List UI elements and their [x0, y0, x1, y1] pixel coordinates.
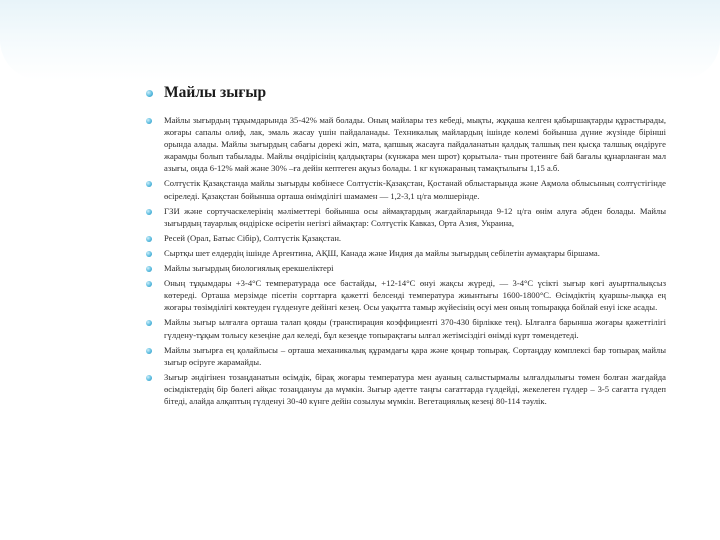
list-item [146, 344, 666, 368]
bullet-icon [146, 320, 152, 326]
bullet-icon [146, 90, 153, 97]
paragraph-yield-zones: ГЗИ және сортучаскелерінің мәліметтері бойынша осы аймақтардың жағдайларында 9-12 ц/га өнім алуға әбден болады. Майлы зығырдың тауарлық өндіріске өсіретін негізгі аймақтар: Солтүстік Кавказ, Орта Азия, Украина, [164, 205, 666, 228]
bullet-icon [146, 118, 152, 124]
paragraph-moisture: Майлы зығыр ылғалға орташа талап қояды (транспирация коэффициенті 370-430 бірлікке тең). Ылғалға барынша жоғары қажеттілігі гүлдену-тұқым толысу кезеңіне дәл келеді, бұл кезеңде топырақтағы ылғал жетімсіздігі өнімді күрт төмендетеді. [164, 317, 666, 340]
paragraph-foreign-countries: Сыртқы шет елдердің ішінде Аргентина, АҚШ, Канада және Индия да майлы зығырдың себілетін аумақтары біршама. [164, 247, 600, 258]
bullet-icon [146, 375, 152, 381]
paragraph-russia: Ресей (Орал, Батыс Сібір), Солтүстік Қазақстан. [164, 232, 342, 243]
bullet-icon [146, 209, 152, 215]
list-item [146, 277, 666, 313]
list-item [146, 247, 666, 259]
list-item [146, 316, 666, 340]
bullet-icon [146, 266, 152, 272]
list-item [146, 371, 666, 407]
list-item [146, 262, 666, 274]
bullet-icon [146, 251, 152, 257]
list-item [146, 177, 666, 201]
paragraph-oil-content: Майлы зығырдың тұқымдарында 35-42% май болады. Оның майлары тез кебеді, мықты, жұқаша келген қабыршақтарды құрастырады, жоғары сапалы олиф, лак, эмаль жасау үшін пайдаланады. Техникалық майлардың ішінде көлемі бойынша дүние жүзінде бірінші орында алады. Майлы зығырдың сабағы дөрекі жіп, мата, қапшық жасауға пайдаланатын қалдық талшық пен қысқа талшық өндіруге жарамды болып табылады. Майлы өндірісінің қалдықтары (күнжара мен шрот) қорытыла- тын протеинге бай бағалы құнарланған мал азығы, онда 6-12% май және 30% –ға дейін кептеген ақуыз болады. 1 кг күнжараның тамақтылығы 1,15 а.б. [164, 115, 666, 174]
slide-content [146, 84, 666, 410]
paragraph-regions: Солтүстік Қазақстанда майлы зығырды көбінесе Солтүстік-Қазақстан, Қостанай облыстарында және Ақмола облысының солтүстігінде өсіреледі. Қазақстан бойынша орташа өнімділігі шамамен — 1,2-3,1 ц/га мөлшерінде. [164, 178, 666, 201]
paragraph-pollination: Зығыр әндігінен тозаңданатын өсімдік, бірақ жоғары температура мен ауаның салыстырмалы ылғалдылығы төмен болған жағдайда өсімдіктердің бір бөлегі айқас тозаңдануы да мүмкін. Зығыр әдетте таңғы сағаттарда гүлдейді, жекелеген гүлдер – 3-5 сағатта гүлдеп бітеді, алайда алқаптың гүлденуі 30-40 күнге дейін созылуы мүмкін. Вегетациялық кезеңі 80-114 тәулік. [164, 371, 666, 406]
top-glow-band [0, 0, 720, 80]
bullet-icon [146, 348, 152, 354]
paragraph-temperature: Оның тұқымдары +3-4°С температурада өсе бастайды, +12-14°С өнуі жақсы жүреді, — 3-4°С үсікті зығыр көгі ауыртпалықсыз көтереді. Орташа мерзімде пісетін сорттарға қажетті белсенді температура жиынтығы 1600-1800°С. Өсімдіктің қуаршы-лыққа ең жоғары төзімділігі көктеуден гүлденуге дейінгі кезең. Осы уақытта тамыр жүйесінің өсуі мен оның топыраққа бойлай енуі іске асады. [164, 278, 666, 313]
slide-title-item [146, 84, 666, 102]
bullet-icon [146, 281, 152, 287]
list-item [146, 114, 666, 174]
bullet-icon [146, 181, 152, 187]
paragraph-biology-heading: Майлы зығырдың биологиялық ерекшеліктері [164, 263, 334, 274]
list-item [146, 232, 666, 244]
bullet-icon [146, 236, 152, 242]
slide-title: Майлы зығыр [164, 84, 267, 101]
paragraph-soil: Майлы зығырға ең қолайлысы – орташа механикалық құрамдағы қара және қоңыр топырақ. Сортаңдау комплексі бар топырақ майлы зығыр өсіруге жарамайды. [164, 344, 666, 367]
list-item [146, 205, 666, 229]
